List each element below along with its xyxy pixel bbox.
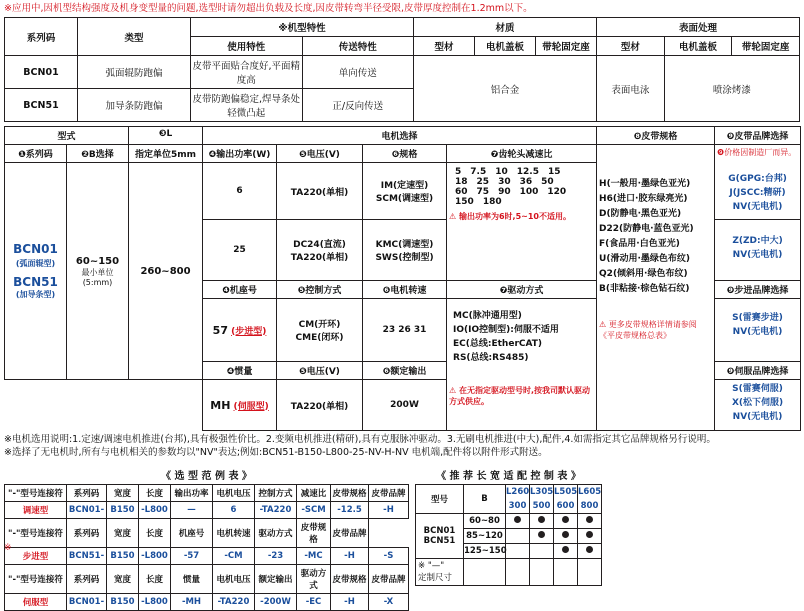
price-note: ❾价格因制造厂而异。 <box>717 148 797 157</box>
series-bcn51: BCN51 <box>13 275 58 289</box>
col-rated: ❻额定输出 <box>363 362 447 380</box>
ex-h0-6: 控制方式 <box>255 485 297 502</box>
th-sur-cover: 电机盖板 <box>664 37 732 56</box>
belt-opt-1: H6(进口·胶东绿亮光) <box>599 194 688 204</box>
width-cell <box>67 163 129 380</box>
ex-r1-5: -TA220 <box>255 502 297 519</box>
wt-col2-l3: 600 <box>554 499 578 514</box>
spec-scm: SCM(调速型) <box>375 194 434 204</box>
rpm-val: 23 26 31 <box>363 299 447 362</box>
brand-servo-1: X(松下伺服) <box>731 398 784 408</box>
ex-h2-2: 宽度 <box>107 565 139 594</box>
ex-r1-8: -H <box>369 502 409 519</box>
ex-r2-2: -L800 <box>139 548 171 565</box>
row1-trans: 单向传送 <box>302 56 414 89</box>
belt-more-note: ⚠ 更多皮带规格详情请参阅《平皮带规格总表》 <box>599 320 697 340</box>
length-range: 260~800 <box>129 163 203 380</box>
ex-h0-0: "-"型号连接符 <box>5 485 67 502</box>
row-surface-profile: 表面电泳 <box>597 56 665 122</box>
ex-h2-9: 皮带品牌 <box>369 565 409 594</box>
wt-f-c3 <box>578 559 602 586</box>
drive-2: EC(总线:EtherCAT) <box>453 339 543 349</box>
bottom-mark: ※ <box>4 543 12 553</box>
col-voltage2: ❺电压(V) <box>277 362 363 380</box>
ctrl-val <box>277 299 363 362</box>
ratio-warn: ⚠ 输出功率为6时,5~10不适用。 <box>449 212 571 221</box>
width-unit-1: 最小单位 <box>81 267 114 277</box>
col-power: ❹输出功率(W) <box>203 145 277 163</box>
col-ratio: ❼齿轮头减速比 <box>447 145 597 163</box>
spec-im: IM(定速型) <box>380 181 429 191</box>
row1-series: BCN01 <box>5 56 78 89</box>
belt-opt-7: B(非粘接·棕色钻石纹) <box>599 284 690 294</box>
ratio-0: 5 <box>455 167 462 177</box>
ratio-2: 10 <box>495 167 508 177</box>
ex-h2-0: "-"型号连接符 <box>5 565 67 594</box>
th-material: 材质 <box>414 18 597 37</box>
wt-col-model: 型号 <box>416 485 464 514</box>
ex-r3-2: -L800 <box>139 594 171 611</box>
brand-stepper-0: S(雷赛步进) <box>732 313 783 323</box>
row-surface-other: 喷涂烤漆 <box>664 56 799 122</box>
ex-h0-5: 电机电压 <box>213 485 255 502</box>
wt-fn-1: ※ "—" <box>418 561 445 571</box>
spec-dc <box>363 220 447 281</box>
ratio-15: 150 <box>455 197 474 207</box>
col-length-unit: 指定单位5mm <box>129 145 203 163</box>
ex-h0-9: 皮带品牌 <box>369 485 409 502</box>
belt-opt-5: U(滑动用·墨绿色布纹) <box>599 254 690 264</box>
ratio-7: 30 <box>498 177 511 187</box>
ex-h2-8: 皮带规格 <box>331 565 369 594</box>
ex-r3-5: -200W <box>255 594 297 611</box>
wt-r2-c2 <box>554 544 578 559</box>
power-speed: 6 <box>203 163 277 220</box>
ex-h0-8: 皮带规格 <box>331 485 369 502</box>
wt-f-c2 <box>554 559 578 586</box>
spec-table-1 <box>4 17 800 122</box>
col-width: ❷B选择 <box>67 145 129 163</box>
th-use-char: 使用特性 <box>191 37 303 56</box>
wt-r0-c2 <box>554 514 578 529</box>
brand1-2: NV(无电机) <box>732 202 783 212</box>
seat-57: 57 <box>212 323 228 337</box>
wt-col0-l1: L260 <box>506 485 530 500</box>
wt-r2-b: 125~150 <box>464 544 506 559</box>
th-mat-cover: 电机盖板 <box>475 37 536 56</box>
col-rpm: ❻电机转速 <box>363 281 447 299</box>
wt-r0-c3 <box>578 514 602 529</box>
brand-servo-2: NV(无电机) <box>732 412 783 422</box>
wt-r1-c3 <box>578 529 602 544</box>
ex-r3-4: -TA220 <box>213 594 255 611</box>
wt-model-names <box>416 514 464 559</box>
ratio-6: 25 <box>476 177 490 187</box>
wt-model-0: BCN01 <box>423 526 456 536</box>
wt-fn-2: 定制尺寸 <box>418 573 453 583</box>
col-motor-seat: ❹机座号 <box>203 281 277 299</box>
th-series: 系列码 <box>5 18 78 56</box>
col-stepper-brand: ❾步进品牌选择 <box>715 281 801 299</box>
volt-dc24: DC24(直流) <box>293 240 346 250</box>
series-bcn01-sub: (弧面辊型) <box>15 259 56 268</box>
width-unit-2: (5:mm) <box>82 277 113 287</box>
ex-h0-2: 宽度 <box>107 485 139 502</box>
belt-opt-2: D(防静电·黑色亚光) <box>599 209 682 219</box>
ex-r2-7: -H <box>331 548 369 565</box>
voltage2-val: TA220(单相) <box>277 380 363 431</box>
th-type: 类型 <box>78 18 191 56</box>
col-ctrl: ❺控制方式 <box>277 281 363 299</box>
ex-r3-8: -X <box>369 594 409 611</box>
row1-type: 弧面辊防跑偏 <box>78 56 191 89</box>
drive-0: MC(脉冲通用型) <box>453 311 522 321</box>
wt-r1-c0 <box>506 529 530 544</box>
belt-opt-6: Q2(倾斜用·绿色布纹) <box>599 269 688 279</box>
belt-opt-4: F(食品用·白色亚光) <box>599 239 680 249</box>
wt-r1-c2 <box>554 529 578 544</box>
width-range: 60~150 <box>75 255 120 267</box>
ratio-4: 15 <box>547 167 561 177</box>
brand-cell-servo <box>715 380 801 431</box>
drive-1: IO(IO控制型):伺服不适用 <box>453 325 559 335</box>
example-table <box>4 484 409 611</box>
series-bcn51-sub: (加导条型) <box>15 290 56 299</box>
ex-h2-3: 长度 <box>139 565 171 594</box>
wt-r0-b: 60~80 <box>464 514 506 529</box>
col-spec: ❻规格 <box>363 145 447 163</box>
ex-r1-1: B150 <box>107 502 139 519</box>
ex-r2-6: -MC <box>297 548 331 565</box>
ctrl-cme: CME(闭环) <box>295 333 344 343</box>
ex-h1-7: 皮带规格 <box>297 519 331 548</box>
col-series: ❶系列码 <box>5 145 67 163</box>
ex-h2-7: 驱动方式 <box>297 565 331 594</box>
th-mat-belt-fix: 带轮固定座 <box>536 37 597 56</box>
ex-r2-label: 步进型 <box>5 548 67 565</box>
ex-r1-0: BCN01- <box>67 502 107 519</box>
grp-belt-brand: ❾皮带品牌选择 <box>715 127 801 145</box>
brand-servo-0: S(雷赛伺服) <box>732 384 783 394</box>
wt-footnote <box>416 559 464 586</box>
row2-series: BCN51 <box>5 89 78 122</box>
ex-h1-6: 驱动方式 <box>255 519 297 548</box>
wt-r1-b: 85~120 <box>464 529 506 544</box>
bottom-tables <box>4 465 800 611</box>
drive-warn: ⚠ 在无指定驱动型号时,按我司默认驱动方式供应。 <box>449 386 591 406</box>
ex-r3-0: BCN01- <box>67 594 107 611</box>
wt-col-b: B <box>464 485 506 514</box>
wt-r2-c0 <box>506 544 530 559</box>
ratio-11: 75 <box>476 187 490 197</box>
note-2: ※选择了无电机时,所有与电机相关的参数均以"NV"表达;例如:BCN51-B150-L800-25-NV-H-NV 电机端,配件将以附件形式附送。 <box>4 447 548 458</box>
width-table-title: 《 推 荐 长 宽 适 配 控 制 表 》 <box>436 471 581 482</box>
inertia-mh: MH <box>210 398 231 412</box>
inertia-sub: (伺服型) <box>233 401 269 412</box>
ex-h1-1: 系列码 <box>67 519 107 548</box>
ex-r3-6: -EC <box>297 594 331 611</box>
example-table-title: 《 选 型 范 例 表 》 <box>161 471 252 482</box>
volt-speed: TA220(单相) <box>277 163 363 220</box>
th-sur-belt-fix: 带轮固定座 <box>732 37 800 56</box>
wt-r2-c1 <box>530 544 554 559</box>
wt-f-c0 <box>506 559 530 586</box>
brand-cell-stepper <box>715 299 801 362</box>
col-inertia: ❹惯量 <box>203 362 277 380</box>
row2-trans: 正/反向传送 <box>302 89 414 122</box>
spec-sws: SWS(控制型) <box>375 253 434 263</box>
wt-r0-c1 <box>530 514 554 529</box>
ex-r3-label: 伺服型 <box>5 594 67 611</box>
top-note: ※应用中,因机型结构强度及机身变型量的问题,选型时请勿超出负载及长度,因皮带转弯半径受限,皮带厚度控制在1.2mm以下。 <box>4 3 533 14</box>
ratio-1: 7.5 <box>470 167 487 177</box>
ratio-5: 18 <box>455 177 468 187</box>
ex-h1-0: "-"型号连接符 <box>5 519 67 548</box>
col-servo-brand: ❾伺服品牌选择 <box>715 362 801 380</box>
ratio-16: 180 <box>482 197 502 207</box>
volt-dc <box>277 220 363 281</box>
ratio-cell <box>447 163 597 281</box>
ex-h0-4: 输出功率 <box>171 485 213 502</box>
ex-h0-7: 减速比 <box>297 485 331 502</box>
belt-opt-0: H(一般用·墨绿色亚光) <box>599 179 691 189</box>
ex-h2-6: 额定输出 <box>255 565 297 594</box>
brand2-0: Z(ZD:中大) <box>732 236 783 246</box>
ex-r2-0: BCN51- <box>67 548 107 565</box>
wt-col1-l1: L305 <box>530 485 554 500</box>
brand-cell-1 <box>715 145 801 220</box>
drive-cell <box>447 299 597 431</box>
ctrl-cm: CM(开环) <box>298 320 341 330</box>
ex-h0-3: 长度 <box>139 485 171 502</box>
ex-r1-6: -SCM <box>297 502 331 519</box>
ex-h1-3: 长度 <box>139 519 171 548</box>
belt-opt-3: D22(防静电·蓝色亚光) <box>599 224 694 234</box>
brand1-0: G(GPG:台邦) <box>728 174 787 184</box>
wt-col0-l3: 300 <box>506 499 530 514</box>
ex-h2-5: 电机电压 <box>213 565 255 594</box>
example-table-wrap <box>4 465 409 611</box>
motor-seat-val <box>203 299 277 362</box>
ex-r1-3: — <box>171 502 213 519</box>
inertia-val <box>203 380 277 431</box>
ex-h1-8: 皮带品牌 <box>331 519 369 548</box>
ratio-8: 36 <box>519 177 533 187</box>
row2-type: 加导条防跑偏 <box>78 89 191 122</box>
rated-val: 200W <box>363 380 447 431</box>
power-dc: 25 <box>203 220 277 281</box>
ex-h2-4: 惯量 <box>171 565 213 594</box>
wt-f-c1 <box>530 559 554 586</box>
ex-r1-7: -12.5 <box>331 502 369 519</box>
ratio-9: 50 <box>541 177 554 187</box>
wt-r0-c0 <box>506 514 530 529</box>
ex-r2-5: -23 <box>255 548 297 565</box>
ex-h0-1: 系列码 <box>67 485 107 502</box>
ex-h1-5: 电机转速 <box>213 519 255 548</box>
ex-r1-label: 调速型 <box>5 502 67 519</box>
th-surface: 表面处理 <box>597 18 800 37</box>
ex-r2-1: B150 <box>107 548 139 565</box>
ex-r2-8: -S <box>369 548 409 565</box>
grp-belt: ❽皮带规格 <box>597 127 715 145</box>
brand-cell-2 <box>715 220 801 281</box>
ratio-12: 90 <box>498 187 511 197</box>
col-voltage: ❺电压(V) <box>277 145 363 163</box>
row2-use: 皮带防跑偏稳定,焊导条处轻微凸起 <box>191 89 303 122</box>
ratio-3: 12.5 <box>516 167 539 177</box>
row-material: 铝合金 <box>414 56 597 122</box>
selection-matrix <box>4 126 801 431</box>
grp-motor: 电机选择 <box>203 127 597 145</box>
ex-h2-1: 系列码 <box>67 565 107 594</box>
th-trans-char: 传送特性 <box>302 37 414 56</box>
ex-r2-3: -57 <box>171 548 213 565</box>
drive-3: RS(总线:RS485) <box>453 353 529 363</box>
ex-h1-2: 宽度 <box>107 519 139 548</box>
brand1-1: J(JSCC:精研) <box>729 188 786 198</box>
wt-col2-l1: L505 <box>554 485 578 500</box>
volt-ta220: TA220(单相) <box>290 253 349 263</box>
note-1: ※电机选用说明:1.定速/调速电机推进(台邦),具有极强性价比。2.变频电机推进(精研),具有克服脉冲驱动。3.无刷电机推进(中大),配件,4.如需指定其它品牌规格另行说明。 <box>4 434 716 445</box>
row1-use: 皮带平面贴合度好,平面精度高 <box>191 56 303 89</box>
seat-sub: (步进型) <box>231 326 267 337</box>
th-machine-char: ※机型特性 <box>191 18 414 37</box>
th-sur-profile: 型材 <box>597 37 665 56</box>
ratio-13: 100 <box>519 187 539 197</box>
wt-col1-l3: 500 <box>530 499 554 514</box>
wt-r1-c1 <box>530 529 554 544</box>
brand-stepper-1: NV(无电机) <box>732 327 783 337</box>
ex-r3-1: B150 <box>107 594 139 611</box>
ex-r2-4: -CM <box>213 548 255 565</box>
series-bcn01: BCN01 <box>13 242 58 256</box>
ex-r1-2: -L800 <box>139 502 171 519</box>
brand2-1: NV(无电机) <box>732 250 783 260</box>
width-table-wrap <box>415 465 602 611</box>
col-drive: ❼驱动方式 <box>447 281 597 299</box>
wt-f-b <box>464 559 506 586</box>
ratio-10: 60 <box>455 187 468 197</box>
width-table <box>415 484 602 586</box>
wt-col3-l1: L605 <box>578 485 602 500</box>
series-cell <box>5 163 67 380</box>
spec-kmc: KMC(调速型) <box>375 240 434 250</box>
wt-r2-c3 <box>578 544 602 559</box>
wt-model-1: BCN51 <box>423 536 456 546</box>
ex-h1-4: 机座号 <box>171 519 213 548</box>
spec-speed <box>363 163 447 220</box>
ex-r3-7: -H <box>331 594 369 611</box>
grp-model: 型式 <box>5 127 129 145</box>
ex-r3-3: -MH <box>171 594 213 611</box>
th-mat-profile: 型材 <box>414 37 475 56</box>
grp-length: ❸L <box>129 127 203 145</box>
wt-col3-l3: 800 <box>578 499 602 514</box>
belt-spec-cell <box>597 145 715 431</box>
ratio-14: 120 <box>547 187 567 197</box>
ex-r1-4: 6 <box>213 502 255 519</box>
